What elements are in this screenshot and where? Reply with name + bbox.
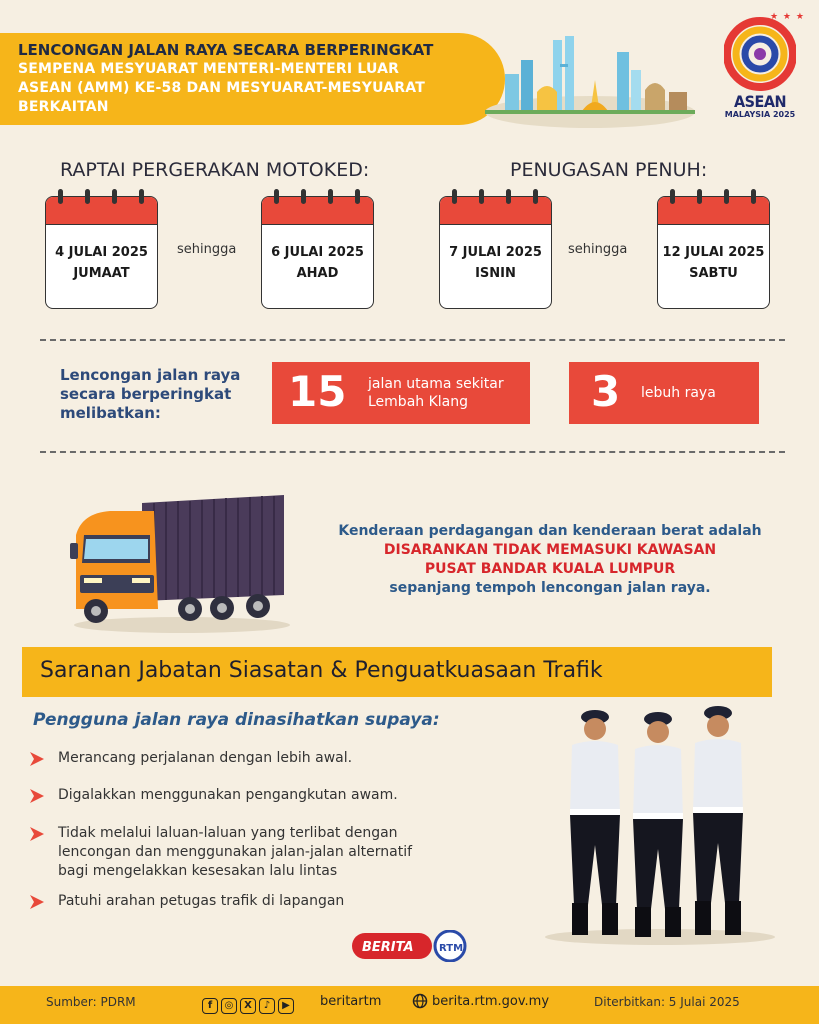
arrow-bullet-icon (28, 825, 46, 843)
roads-text-2: Lembah Klang (368, 394, 469, 410)
calendar-day: AHAD (296, 266, 339, 281)
tiktok-icon[interactable]: ♪ (259, 998, 275, 1014)
advice-heading: Pengguna jalan raya dinasihatkan supaya: (33, 710, 440, 730)
asean-logo-sub: MALAYSIA 2025 (724, 110, 796, 119)
berita-logo-text: BERITA (362, 940, 414, 955)
advice-item: Merancang perjalanan dengan lebih awal. (28, 749, 498, 768)
arrow-bullet-icon (28, 787, 46, 805)
calendar-date: 6 JULAI 2025 (271, 245, 364, 260)
calendar-rehearsal-start (45, 196, 158, 309)
calendar-date: 7 JULAI 2025 (449, 245, 542, 260)
globe-icon (412, 993, 428, 1009)
asean-malaysia-logo (724, 16, 796, 128)
divider (40, 339, 785, 341)
x-twitter-icon[interactable]: X (240, 998, 256, 1014)
asean-emblem-icon (724, 16, 796, 92)
instagram-icon[interactable]: ◎ (221, 998, 237, 1014)
notice-line-4: sepanjang tempoh lencongan jalan raya. (389, 580, 711, 596)
divider (40, 451, 785, 453)
calendar-date: 12 JULAI 2025 (662, 245, 765, 260)
connector-text: sehingga (177, 242, 237, 257)
asean-logo-word: ASEAN (733, 92, 787, 111)
notice-line-1: Kenderaan perdagangan dan kenderaan berat adalah (338, 523, 762, 539)
advice-item: Tidak melalui laluan-laluan yang terlibat dengan lencongan dan menggunakan jalan-jalan alternatif bagi mengelakkan kesesakan lalu lintas (28, 824, 498, 881)
heavy-vehicle-notice (300, 522, 800, 598)
highways-count: 3 (591, 367, 621, 416)
notice-line-3: PUSAT BANDAR KUALA LUMPUR (424, 561, 676, 577)
highways-text: lebuh raya (641, 385, 716, 401)
header-banner (0, 33, 505, 125)
footer-bar (0, 986, 819, 1024)
calendar-full-start (439, 196, 552, 309)
truck-icon (62, 485, 292, 635)
rehearsal-title: RAPTAI PERGERAKAN MOTOKED: (60, 159, 370, 181)
calendar-day: SABTU (689, 266, 738, 281)
social-handle[interactable]: beritartm (320, 994, 382, 1009)
facebook-icon[interactable]: f (202, 998, 218, 1014)
berita-rtm-logo (352, 930, 470, 962)
full-deployment-title: PENUGASAN PENUH: (510, 159, 708, 181)
involvement-label: Lencongan jalan raya secara berperingkat melibatkan: (60, 366, 241, 422)
calendar-day: JUMAAT (73, 266, 130, 281)
advice-item: Digalakkan menggunakan pengangkutan awam. (28, 786, 498, 805)
header-subtitle-3: BERKAITAN (18, 99, 109, 115)
kl-skyline-illustration (485, 30, 695, 128)
website-link[interactable]: berita.rtm.gov.my (432, 994, 550, 1009)
highways-stat-box (569, 362, 759, 424)
section-band: Saranan Jabatan Siasatan & Penguatkuasaan Trafik (22, 647, 772, 697)
stars-decoration: ★ ★ ★ (770, 12, 805, 22)
youtube-icon[interactable]: ▶ (278, 998, 294, 1014)
roads-count: 15 (288, 367, 347, 416)
calendar-day: ISNIN (475, 266, 516, 281)
arrow-bullet-icon (28, 750, 46, 768)
calendar-date: 4 JULAI 2025 (55, 245, 148, 260)
arrow-bullet-icon (28, 893, 46, 911)
advice-item: Patuhi arahan petugas trafik di lapangan (28, 892, 498, 911)
traffic-police-officers-image (540, 705, 780, 945)
header-subtitle-1: SEMPENA MESYUARAT MENTERI-MENTERI LUAR (18, 61, 400, 77)
source-text: Sumber: PDRM (46, 995, 136, 1009)
published-date: Diterbitkan: 5 Julai 2025 (594, 995, 740, 1009)
notice-line-2: DISARANKAN TIDAK MEMASUKI KAWASAN (383, 542, 717, 558)
header-title: LENCONGAN JALAN RAYA SECARA BERPERINGKAT (18, 41, 434, 59)
rtm-logo-text: RTM (439, 943, 464, 954)
connector-text: sehingga (568, 242, 628, 257)
roads-text-1: jalan utama sekitar (368, 376, 504, 392)
header-subtitle-2: ASEAN (AMM) KE-58 DAN MESYUARAT-MESYUARAT (18, 80, 425, 96)
social-icons (202, 993, 297, 1014)
roads-stat-box (272, 362, 530, 424)
calendar-rehearsal-end (261, 196, 374, 309)
calendar-full-end (657, 196, 770, 309)
